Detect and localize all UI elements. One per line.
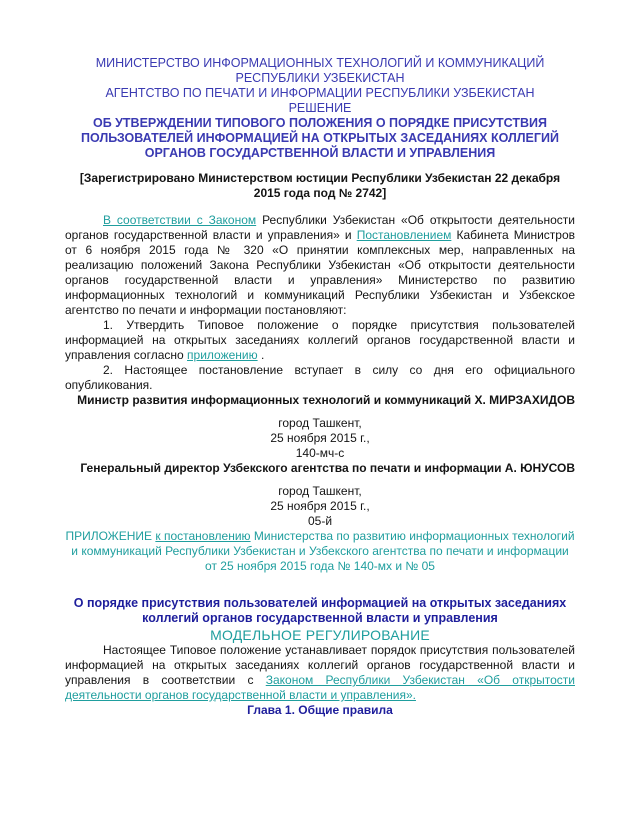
- location-date-block-2: [65, 484, 575, 529]
- preamble-paragraph: [65, 213, 575, 318]
- text-run: Министерства по развитию информационных технологий и коммуникаций Республики Узбекистан и Узбекского агентства по печати и информации от 25 ноября 2015 года № 140-мх и № 05: [71, 529, 575, 573]
- appendix-title: О порядке присутствия пользователей информацией на открытых заседаниях коллегий органов государственной власти и управления: [73, 596, 567, 625]
- text-run: Настоящее Типовое положение устанавливает порядок присутствия пользователей информацией на открытых заседаниях коллегий органов государственной власти и управления в соответствии с: [65, 643, 575, 687]
- inline-link[interactable]: Постановлением: [356, 228, 452, 242]
- decision-title: ОБ УТВЕРЖДЕНИИ ТИПОВОГО ПОЛОЖЕНИЯ О ПОРЯДКЕ ПРИСУТСТВИЯ ПОЛЬЗОВАТЕЛЕЙ ИНФОРМАЦИЕЙ НА ОТКРЫТЫХ ЗАСЕДАНИЯХ КОЛЛЕГИЙ ОРГАНОВ ГОСУДАРСТВЕННОЙ ВЛАСТИ И УПРАВЛЕНИЯ: [81, 116, 559, 160]
- text-run: ПРИЛОЖЕНИЕ: [65, 529, 156, 543]
- location-date-block-1: [65, 416, 575, 461]
- text-run: 1. Утвердить Типовое положение о порядке присутствия пользователей информацией на открытых заседаниях коллегий органов государственной власти и управления согласно: [65, 318, 575, 362]
- text-run: Республики Узбекистан «Об открытости деятельности органов государственной власти и управления» и: [65, 213, 575, 242]
- text-run: .: [257, 348, 265, 362]
- document-number-line: 140-мч-с: [295, 446, 345, 460]
- appendix-note: [65, 529, 575, 574]
- ministry-header-line: МИНИСТЕРСТВО ИНФОРМАЦИОННЫХ ТЕХНОЛОГИЙ И КОММУНИКАЦИЙ: [95, 56, 545, 70]
- document-number-line: 05-й: [307, 514, 333, 528]
- resolution-item-2: 2. Настоящее постановление вступает в силу со дня его официального опубликования.: [65, 363, 575, 392]
- chapter-heading: Глава 1. Общие правила: [247, 703, 393, 717]
- director-signature: Генеральный директор Узбекского агентства по печати и информации А. ЮНУСОВ: [80, 461, 575, 475]
- location-line: город Ташкент,: [278, 416, 362, 430]
- inline-link[interactable]: приложению: [187, 348, 258, 362]
- registration-note: [Зарегистрировано Министерством юстиции Республики Узбекистан 22 декабря 2015 года под № 2742]: [79, 171, 561, 200]
- model-regulation-heading: МОДЕЛЬНОЕ РЕГУЛИРОВАНИЕ: [210, 627, 430, 643]
- agency-header-line: АГЕНТСТВО ПО ПЕЧАТИ И ИНФОРМАЦИИ РЕСПУБЛИКИ УЗБЕКИСТАН: [105, 86, 535, 100]
- ministry-header-line: РЕСПУБЛИКИ УЗБЕКИСТАН: [235, 71, 405, 85]
- inline-link[interactable]: В соответствии с Законом: [103, 213, 257, 227]
- inline-link[interactable]: Законом Республики Узбекистан «Об открытости деятельности органов государственной власти и управления».: [65, 673, 575, 702]
- location-line: город Ташкент,: [278, 484, 362, 498]
- date-line: 25 ноября 2015 г.,: [270, 499, 370, 513]
- resolution-item-1: [65, 318, 575, 363]
- minister-signature: Министр развития информационных технологий и коммуникаций Х. МИРЗАХИДОВ: [77, 393, 575, 407]
- decision-type-line: РЕШЕНИЕ: [288, 101, 352, 115]
- intro-paragraph: [65, 643, 575, 703]
- ministry-header: [65, 56, 575, 116]
- inline-link[interactable]: к постановлению: [155, 529, 251, 543]
- text-run: Кабинета Министров от 6 ноября 2015 года № 320 «О принятии комплексных мер, направленных на реализацию положений Закона Республики Узбекистан «Об открытости деятельности органов государственной власти и управления» Министерство по развитию информационных технологий и коммуникаций Республики Узбекистан и Узбекское агентство по печати и информации постановляют:: [65, 228, 575, 317]
- date-line: 25 ноября 2015 г.,: [270, 431, 370, 445]
